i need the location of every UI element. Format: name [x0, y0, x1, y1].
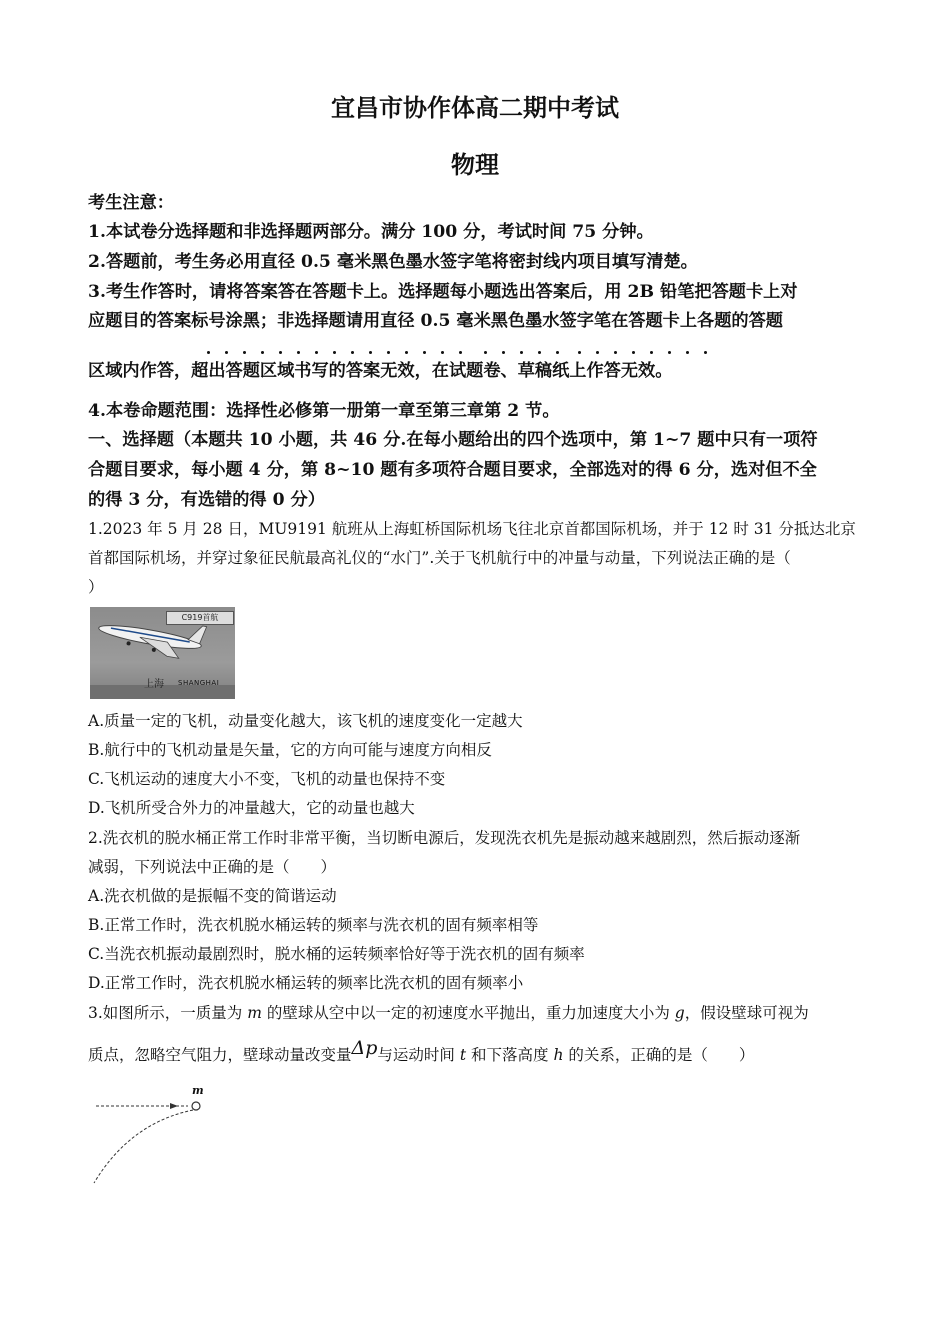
- q3-stem-line1: 3.如图所示，一质量为 m 的壁球从空中以一定的初速度水平抛出，重力加速度大小为 g，假设壁球可视为: [88, 1004, 809, 1022]
- figure-label-m: m: [192, 1084, 204, 1097]
- photo-sign: SHANGHAI: [178, 679, 220, 687]
- section1-intro-line3: 的得 3 分，有选错的得 0 分）: [88, 490, 325, 510]
- q1-option-a: A.质量一定的飞机，动量变化越大，该飞机的速度变化一定越大: [88, 712, 523, 730]
- q1-stem-line2: 首都国际机场，并穿过象征民航最高礼仪的“水门”.关于飞机航行中的冲量与动量，下列说法正确的是（: [88, 549, 791, 567]
- photo-chars: 上海: [144, 679, 164, 690]
- notice-item-1: 1.本试卷分选择题和非选择题两部分。满分 100 分，考试时间 75 分钟。: [88, 222, 654, 242]
- section1-intro-line1: 一、选择题（本题共 10 小题，共 46 分.在每小题给出的四个选项中，第 1~7 题中只有一项符: [88, 430, 818, 450]
- q2-stem-line2: 减弱，下列说法中正确的是（ ）: [88, 858, 337, 876]
- q2-option-a: A.洗衣机做的是振幅不变的简谐运动: [88, 887, 337, 905]
- notice-heading: 考生注意：: [88, 193, 174, 213]
- notice-item-2: 2.答题前，考生务必用直径 0.5 毫米黑色墨水签字笔将密封线内项目填写清楚。: [88, 252, 698, 272]
- trajectory-diagram: [90, 1088, 210, 1188]
- notice-item-4: 4.本卷命题范围：选择性必修第一册第一章至第三章第 2 节。: [88, 401, 560, 421]
- var-h: h: [553, 1046, 564, 1064]
- q2-option-d: D.正常工作时，洗衣机脱水桶运转的频率比洗衣机的固有频率小: [88, 974, 524, 992]
- q1-option-c: C.飞机运动的速度大小不变，飞机的动量也保持不变: [88, 770, 446, 788]
- var-dp: Δp: [351, 1037, 378, 1059]
- q3-stem-line2: 质点，忽略空气阻力，壁球动量改变量Δp与运动时间 t 和下落高度 h 的关系，正确的是（ ）: [88, 1037, 755, 1064]
- section1-intro-line2: 合题目要求，每小题 4 分，第 8~10 题有多项符合题目要求，全部选对的得 6 分，选对但不全: [88, 460, 817, 480]
- q2-option-b: B.正常工作时，洗衣机脱水桶运转的频率与洗衣机的固有频率相等: [88, 916, 539, 934]
- var-m: m: [247, 1004, 262, 1022]
- var-t: t: [459, 1046, 467, 1064]
- projectile-figure: [90, 1084, 210, 1188]
- q1-option-d: D.飞机所受合外力的冲量越大，它的动量也越大: [88, 799, 415, 817]
- q1-stem-line3: ）: [88, 578, 104, 596]
- var-g: g: [674, 1004, 685, 1022]
- q1-option-b: B.航行中的飞机动量是矢量，它的方向可能与速度方向相反: [88, 741, 492, 759]
- airplane-photo: [90, 607, 235, 699]
- q2-stem-line1: 2.洗衣机的脱水桶正常工作时非常平衡，当切断电源后，发现洗衣机先是振动越来越剧烈，然后振动逐渐: [88, 829, 801, 847]
- emphasis-dots: [0, 348, 950, 358]
- q2-option-c: C.当洗衣机振动最剧烈时，脱水桶的运转频率恰好等于洗衣机的固有频率: [88, 945, 585, 963]
- q1-stem-line1: 1.2023 年 5 月 28 日，MU9191 航班从上海虹桥国际机场飞往北京首都国际机场，并于 12 时 31 分抵达北京: [88, 520, 856, 538]
- notice-item-3-cont: 应题目的答案标号涂黑；非选择题请用直径 0.5 毫米黑色墨水签字笔在答题卡上各题的答题: [88, 311, 783, 331]
- photo-banner: C919首航: [166, 611, 234, 625]
- notice-item-3-end: 区域内作答，超出答题区域书写的答案无效，在试题卷、草稿纸上作答无效。: [88, 361, 673, 381]
- notice-item-3: 3.考生作答时，请将答案答在答题卡上。选择题每小题选出答案后，用 2B 铅笔把答题卡上对: [88, 282, 798, 302]
- page-title: 宜昌市协作体高二期中考试: [331, 93, 619, 122]
- subject-title: 物理: [451, 150, 499, 179]
